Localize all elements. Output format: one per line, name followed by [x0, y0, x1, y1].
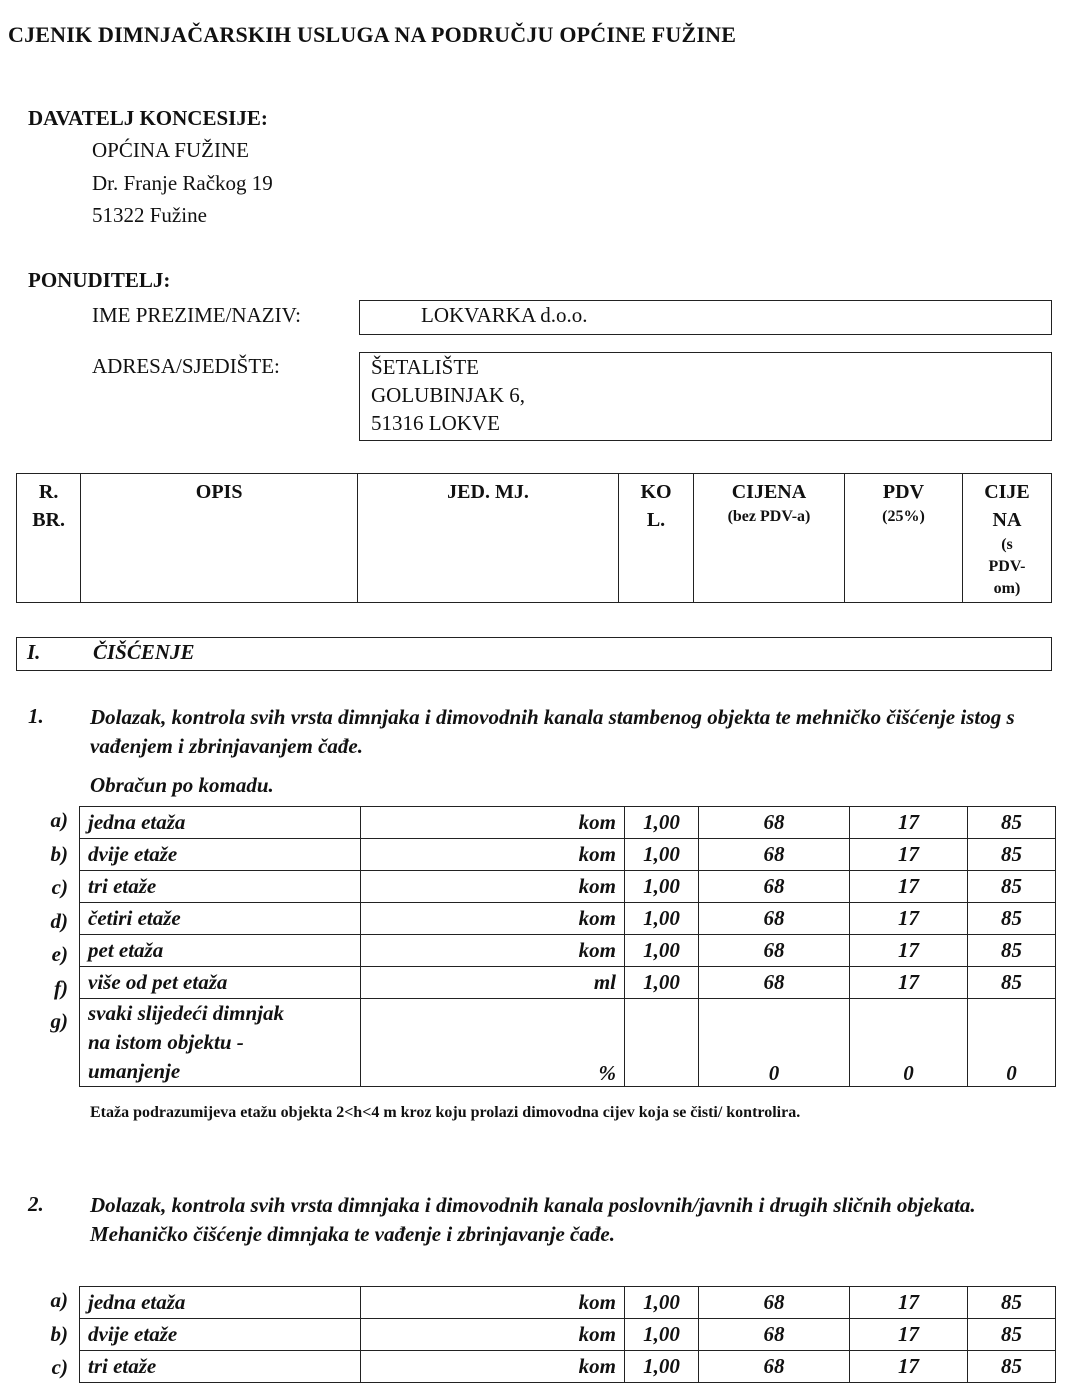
row-description: [80, 999, 361, 1087]
row-unit: kom: [361, 839, 625, 871]
price-table-header: [16, 473, 1052, 603]
row-total: 85: [968, 807, 1056, 839]
row-quantity: [625, 999, 699, 1087]
row-vat: 17: [850, 807, 968, 839]
row-vat: 17: [850, 1351, 968, 1383]
header-opis: OPIS: [81, 474, 358, 603]
table-row: [80, 1319, 1056, 1351]
item2-number: 2.: [28, 1192, 44, 1216]
row-label: b): [50, 841, 68, 866]
row-unit: kom: [361, 807, 625, 839]
address-line-2: GOLUBINJAK 6,: [371, 383, 525, 407]
row-vat: 0: [850, 999, 968, 1087]
row-unit: kom: [361, 1287, 625, 1319]
concessioner-street: Dr. Franje Račkog 19: [92, 171, 273, 195]
bidder-heading: PONUDITELJ:: [28, 268, 171, 292]
item1-text: Dolazak, kontrola svih vrsta dimnjaka i dimovodnih kanala stambenog objekta te mehničko čišćenje istog s vađenjem i zbrinjavanjem čađe.: [90, 705, 1015, 758]
address-line-1: ŠETALIŠTE: [371, 355, 479, 379]
item1-note: Etaža podrazumijeva etažu objekta 2<h<4 m kroz koju prolazi dimovodna cijev koja se čisti/ kontrolira.: [90, 1104, 801, 1121]
row-description-line: na istom objektu -: [88, 1030, 244, 1054]
row-description: više od pet etaža: [80, 967, 361, 999]
header-jedmj: JED. MJ.: [357, 474, 618, 603]
bidder-name-label: IME PREZIME/NAZIV:: [92, 303, 302, 327]
row-total: 85: [968, 871, 1056, 903]
table-row: [80, 999, 1056, 1087]
row-description-line: umanjenje: [88, 1059, 181, 1083]
row-quantity: 1,00: [625, 1351, 699, 1383]
row-total: 85: [968, 903, 1056, 935]
section-bar: [16, 637, 1052, 671]
row-price: 68: [699, 839, 850, 871]
row-total: 85: [968, 935, 1056, 967]
row-vat: 17: [850, 967, 968, 999]
concessioner-heading: DAVATELJ KONCESIJE:: [28, 106, 268, 130]
row-price: 68: [699, 807, 850, 839]
row-total: 85: [968, 839, 1056, 871]
item2-table: [79, 1286, 1056, 1383]
row-quantity: 1,00: [625, 807, 699, 839]
row-quantity: 1,00: [625, 903, 699, 935]
row-unit: kom: [361, 871, 625, 903]
table-row: [80, 935, 1056, 967]
header-total: CIJE NA (s PDV- om): [963, 474, 1052, 603]
row-quantity: 1,00: [625, 935, 699, 967]
row-quantity: 1,00: [625, 839, 699, 871]
row-description: tri etaže: [80, 1351, 361, 1383]
row-description: jedna etaža: [80, 807, 361, 839]
row-label: b): [50, 1321, 68, 1346]
bidder-address-label: ADRESA/SJEDIŠTE:: [92, 354, 280, 378]
row-price: 68: [699, 1319, 850, 1351]
item1-table: [79, 806, 1056, 1087]
section-name: ČIŠĆENJE: [93, 640, 195, 664]
row-quantity: 1,00: [625, 871, 699, 903]
row-price: 68: [699, 935, 850, 967]
row-label: c): [51, 875, 68, 899]
row-unit: %: [361, 999, 625, 1087]
row-label: d): [50, 908, 68, 933]
row-quantity: 1,00: [625, 967, 699, 999]
bidder-name-value: LOKVARKA d.o.o.: [421, 303, 588, 327]
row-price: 68: [699, 1351, 850, 1383]
row-price: 68: [699, 871, 850, 903]
table-row: [80, 967, 1056, 999]
row-description: jedna etaža: [80, 1287, 361, 1319]
table-row: [80, 903, 1056, 935]
item1-number: 1.: [28, 704, 44, 728]
section-number: I.: [27, 640, 41, 664]
row-vat: 17: [850, 839, 968, 871]
row-vat: 17: [850, 1319, 968, 1351]
row-total: 0: [968, 999, 1056, 1087]
header-cijena: CIJENA (bez PDV-a): [693, 474, 844, 603]
row-label: f): [54, 975, 68, 1000]
row-label: a): [50, 1288, 68, 1312]
row-vat: 17: [850, 1287, 968, 1319]
concessioner-city: 51322 Fužine: [92, 203, 207, 227]
row-description: pet etaža: [80, 935, 361, 967]
row-label: e): [51, 942, 68, 966]
row-price: 68: [699, 967, 850, 999]
row-label: a): [50, 808, 68, 832]
row-price: 0: [699, 999, 850, 1087]
row-label: c): [51, 1355, 68, 1379]
row-vat: 17: [850, 903, 968, 935]
item1-billing: Obračun po komadu.: [90, 773, 274, 797]
document-title: CJENIK DIMNJAČARSKIH USLUGA NA PODRUČJU OPĆINE FUŽINE: [8, 22, 737, 47]
concessioner-name: OPĆINA FUŽINE: [92, 138, 249, 162]
row-total: 85: [968, 967, 1056, 999]
item2-text: Dolazak, kontrola svih vrsta dimnjaka i dimovodnih kanala poslovnih/javnih i drugih sličnih objekata. Mehaničko čišćenje dimnjaka te vađenje i zbrinjavanje čađe.: [90, 1193, 976, 1246]
row-total: 85: [968, 1351, 1056, 1383]
row-unit: kom: [361, 903, 625, 935]
row-total: 85: [968, 1287, 1056, 1319]
table-row: [80, 807, 1056, 839]
row-quantity: 1,00: [625, 1287, 699, 1319]
table-row: [80, 839, 1056, 871]
row-total: 85: [968, 1319, 1056, 1351]
row-vat: 17: [850, 871, 968, 903]
row-price: 68: [699, 903, 850, 935]
bidder-address-field: [359, 352, 1052, 441]
header-pdv: PDV (25%): [844, 474, 962, 603]
row-quantity: 1,00: [625, 1319, 699, 1351]
bidder-name-field: [359, 300, 1052, 335]
table-row: [80, 1287, 1056, 1319]
row-description-line: svaki slijedeći dimnjak: [88, 1001, 284, 1025]
row-price: 68: [699, 1287, 850, 1319]
row-vat: 17: [850, 935, 968, 967]
row-unit: kom: [361, 935, 625, 967]
row-description: tri etaže: [80, 871, 361, 903]
header-kol: KO L.: [619, 474, 694, 603]
table-row: [80, 871, 1056, 903]
header-rbr: R. BR.: [17, 474, 81, 603]
row-description: dvije etaže: [80, 1319, 361, 1351]
row-description: četiri etaže: [80, 903, 361, 935]
row-description: dvije etaže: [80, 839, 361, 871]
row-label: g): [50, 1009, 68, 1033]
row-unit: ml: [361, 967, 625, 999]
row-unit: kom: [361, 1319, 625, 1351]
row-unit: kom: [361, 1351, 625, 1383]
address-line-3: 51316 LOKVE: [371, 411, 500, 435]
table-row: [80, 1351, 1056, 1383]
